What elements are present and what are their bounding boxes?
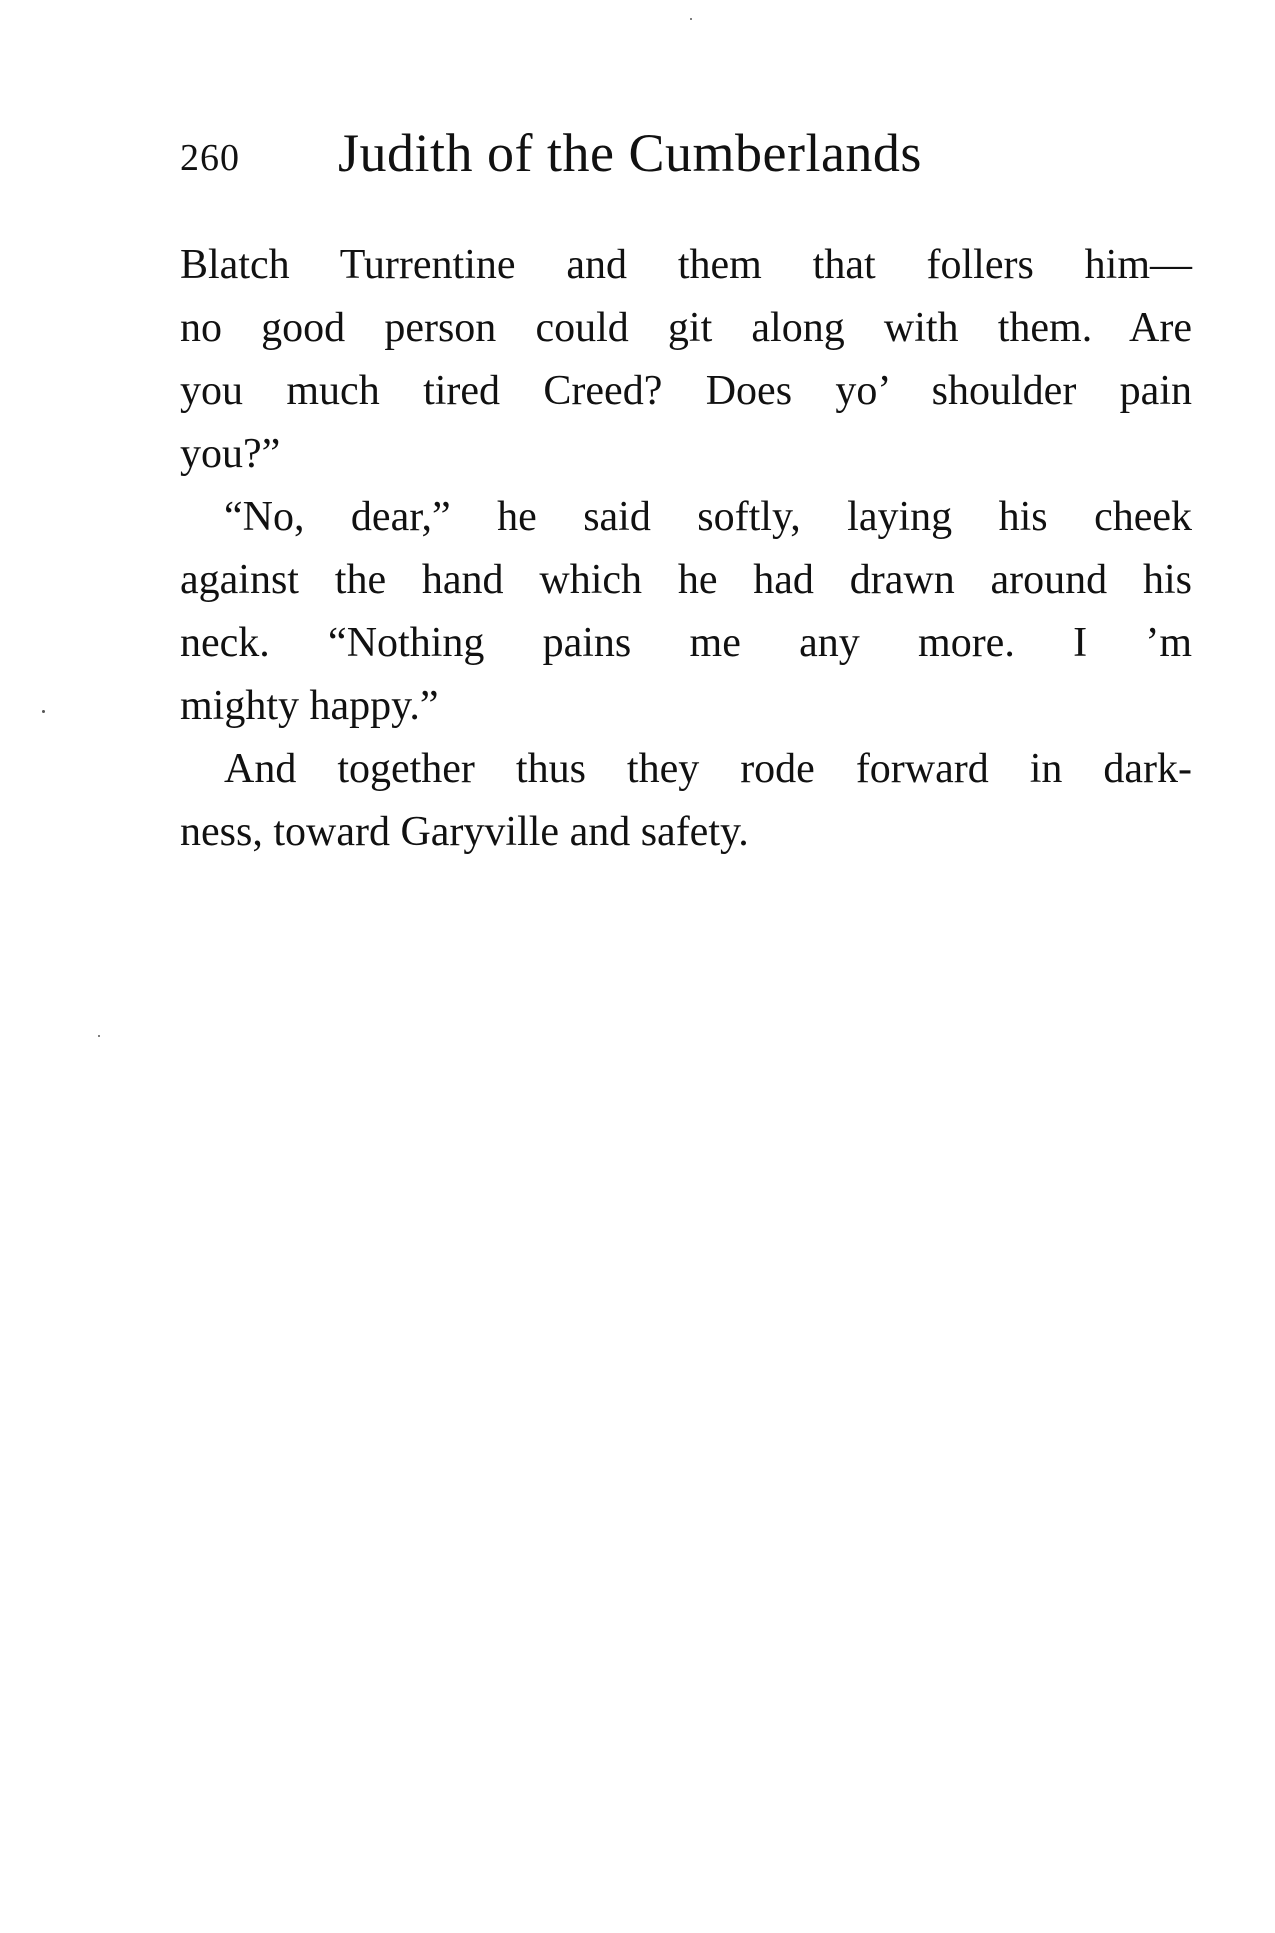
text-line: against the hand which he had drawn around his (180, 557, 1192, 603)
text-line: mighty happy.” (180, 683, 439, 729)
running-head (180, 122, 1080, 192)
text-line: neck. “Nothing pains me any more. I ’m (180, 620, 1192, 666)
scan-speck (42, 710, 45, 713)
text-line: And together thus they rode forward in dark- (224, 746, 1192, 792)
text-line: you much tired Creed? Does yo’ shoulder pain (180, 368, 1192, 414)
text-line: no good person could git along with them. Are (180, 305, 1192, 351)
text-line: ness, toward Garyville and safety. (180, 809, 749, 855)
book-title: Judith of the Cumberlands (338, 123, 922, 183)
text-line: “No, dear,” he said softly, laying his cheek (224, 494, 1192, 540)
text-line: you?” (180, 431, 281, 477)
scan-speck (98, 1035, 100, 1037)
scan-speck (690, 18, 692, 20)
text-line: Blatch Turrentine and them that follers him— (180, 242, 1192, 288)
page-number: 260 (180, 137, 240, 179)
